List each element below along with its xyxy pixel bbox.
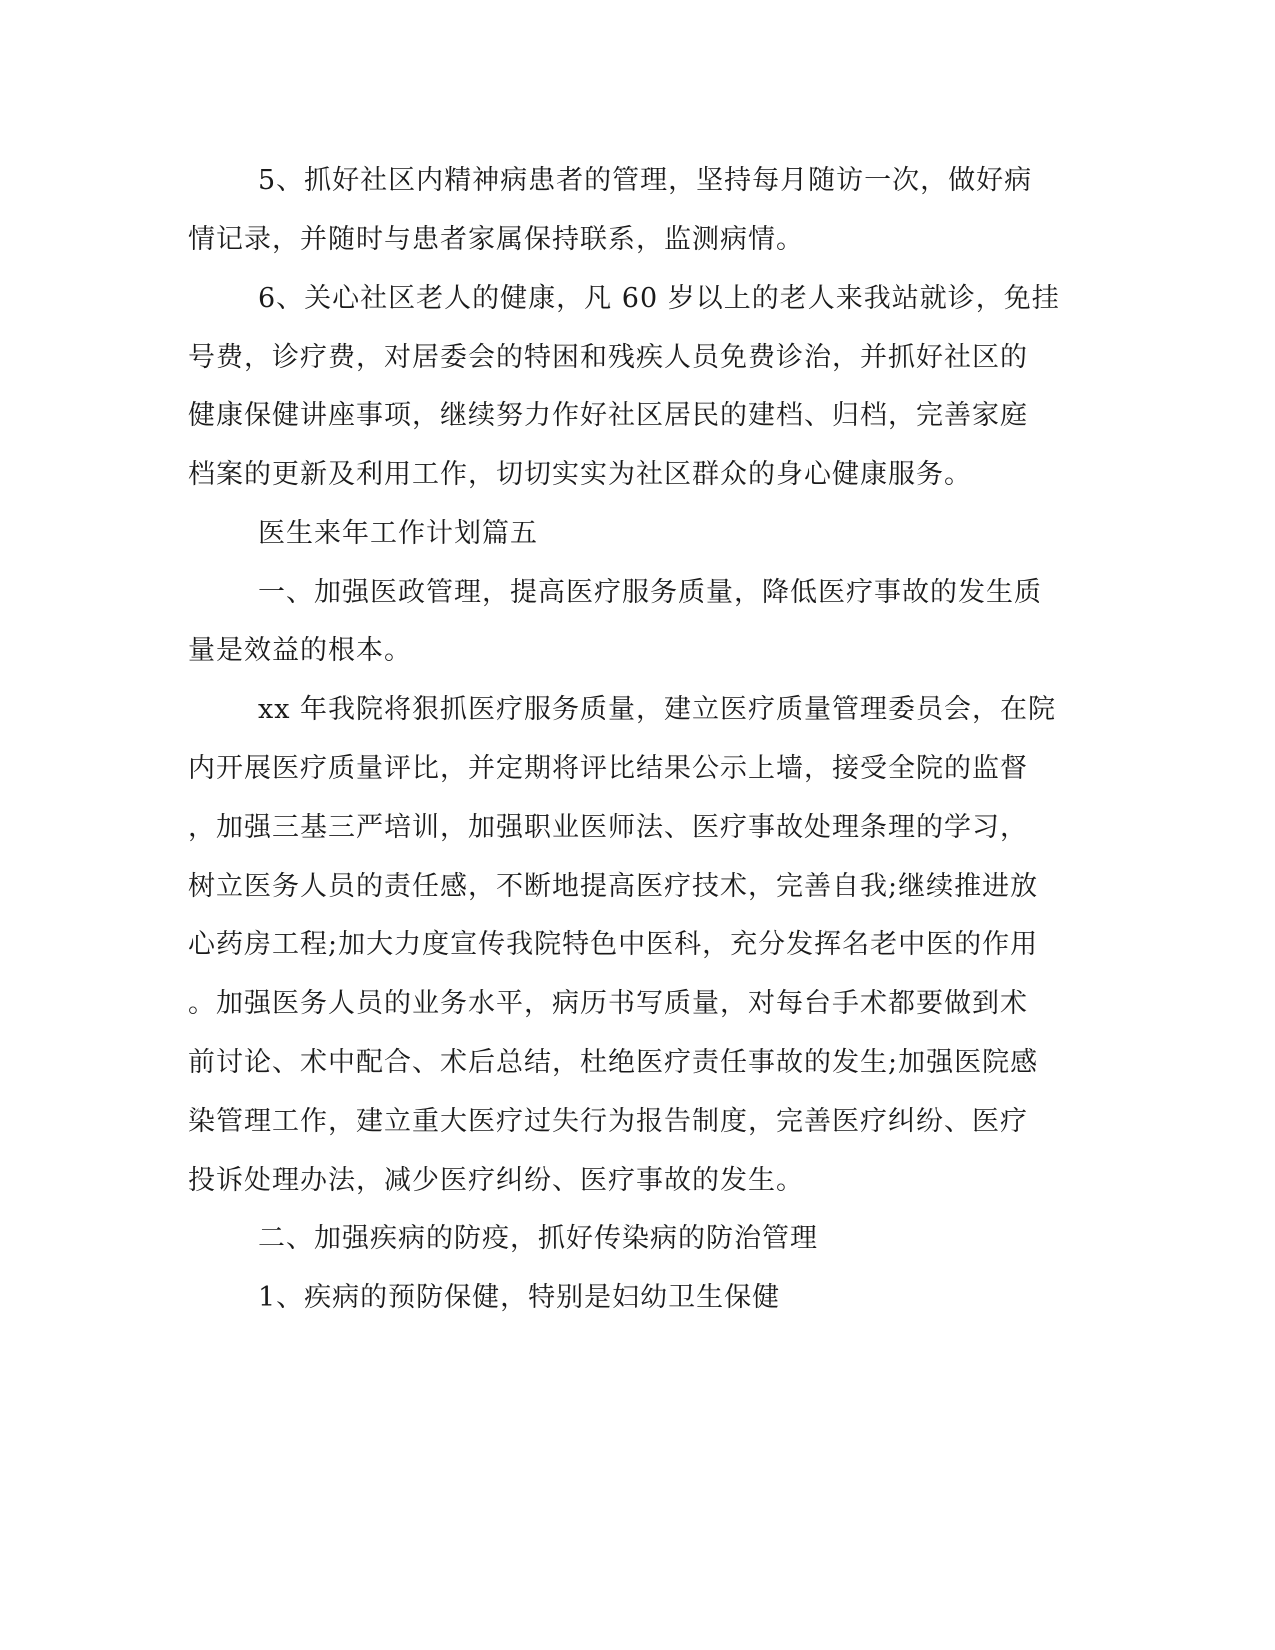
text-line: 前讨论、术中配合、术后总结，杜绝医疗责任事故的发生;加强医院感	[188, 1047, 1039, 1078]
text-line: 投诉处理办法，减少医疗纠纷、医疗事故的发生。	[188, 1165, 804, 1196]
section-heading: 二、加强疾病的防疫，抓好传染病的防治管理	[258, 1223, 818, 1254]
text-line: 心药房工程;加大力度宣传我院特色中医科，充分发挥名老中医的作用	[188, 929, 1039, 960]
text-line: 健康保健讲座事项，继续努力作好社区居民的建档、归档，完善家庭	[188, 400, 1028, 431]
text-line: 5、抓好社区内精神病患者的管理，坚持每月随访一次，做好病	[258, 165, 1033, 196]
section-heading: 医生来年工作计划篇五	[258, 518, 538, 549]
text-line: 情记录，并随时与患者家属保持联系，监测病情。	[188, 224, 804, 255]
text-line: 6、关心社区老人的健康，凡 60 岁以上的老人来我站就诊，免挂	[258, 283, 1060, 314]
text-line: 内开展医疗质量评比，并定期将评比结果公示上墙，接受全院的监督	[188, 753, 1028, 784]
text-line: 。加强医务人员的业务水平，病历书写质量，对每台手术都要做到术	[188, 988, 1028, 1019]
text-line: 号费，诊疗费，对居委会的特困和残疾人员免费诊治，并抓好社区的	[188, 342, 1028, 373]
text-line: ，加强三基三严培训，加强职业医师法、医疗事故处理条理的学习，	[188, 812, 1028, 843]
text-line: 树立医务人员的责任感，不断地提高医疗技术，完善自我;继续推进放	[188, 871, 1039, 902]
text-line: xx 年我院将狠抓医疗服务质量，建立医疗质量管理委员会，在院	[258, 694, 1057, 725]
text-line: 染管理工作，建立重大医疗过失行为报告制度，完善医疗纠纷、医疗	[188, 1106, 1028, 1137]
text-line: 1、疾病的预防保健，特别是妇幼卫生保健	[258, 1282, 781, 1313]
text-line: 一、加强医政管理，提高医疗服务质量，降低医疗事故的发生质	[258, 577, 1042, 608]
text-line: 量是效益的根本。	[188, 635, 412, 666]
text-line: 档案的更新及利用工作，切切实实为社区群众的身心健康服务。	[188, 459, 972, 490]
